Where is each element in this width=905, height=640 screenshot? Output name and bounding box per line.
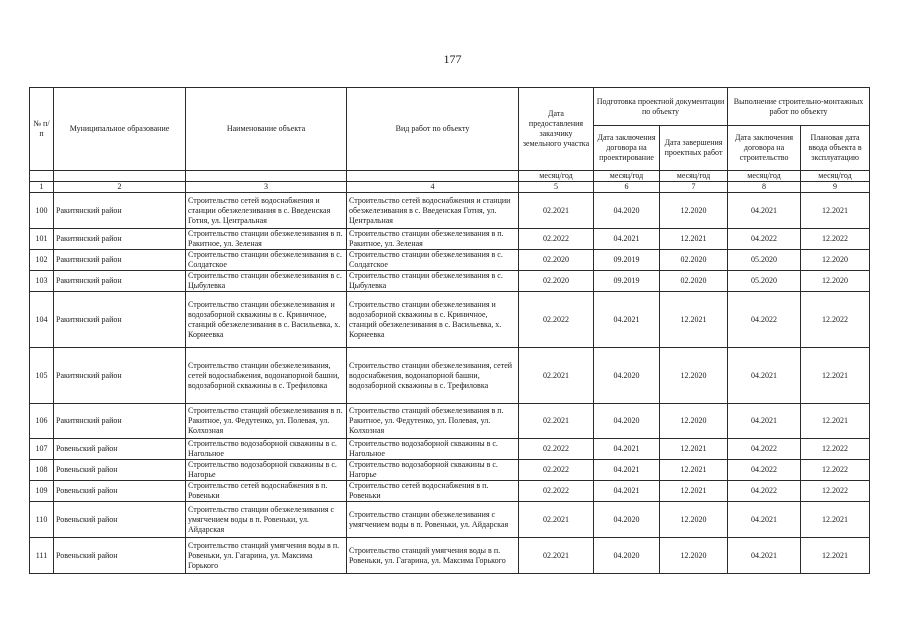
header-commissioning: Плановая дата ввода объекта в эксплуатацию [801, 126, 870, 171]
object-name-cell: Строительство сетей водоснабжения в п. Ровеньки [186, 481, 347, 502]
land-date-cell: 02.2021 [519, 348, 594, 404]
construction-contract-date-cell: 04.2021 [728, 193, 801, 229]
construction-contract-date-cell: 04.2021 [728, 502, 801, 538]
table-row [30, 502, 870, 538]
municipality-cell: Ракитянский район [54, 404, 186, 439]
column-number: 2 [54, 182, 186, 193]
page-number: 177 [443, 52, 462, 66]
header-work: Вид работ по объекту [347, 88, 519, 171]
column-number: 9 [801, 182, 870, 193]
land-date-cell: 02.2021 [519, 404, 594, 439]
unit-label: месяц/год [728, 171, 801, 182]
object-name-cell: Строительство станций обезжелезивания в п. Ракитное, ул. Федутенко, ул. Полевая, ул. Колхозная [186, 404, 347, 439]
design-complete-date-cell: 12.2020 [660, 348, 728, 404]
municipality-cell: Ровеньский район [54, 439, 186, 460]
table-row [30, 250, 870, 271]
object-name-cell: Строительство сетей водоснабжения и станции обезжелезивания в с. Введенская Готня, ул. Центральная [186, 193, 347, 229]
commissioning-date-cell: 12.2022 [801, 439, 870, 460]
construction-contract-date-cell: 05.2020 [728, 250, 801, 271]
commissioning-date-cell: 12.2021 [801, 502, 870, 538]
design-contract-date-cell: 04.2020 [594, 193, 660, 229]
construction-contract-date-cell: 04.2022 [728, 229, 801, 250]
land-date-cell: 02.2021 [519, 193, 594, 229]
header-design-group: Подготовка проектной документации по объекту [594, 88, 728, 126]
row-num: 103 [30, 271, 54, 292]
design-complete-date-cell: 02.2020 [660, 250, 728, 271]
work-type-cell: Строительство водозаборной скважины в с. Нагольное [347, 439, 519, 460]
work-type-cell: Строительство станции обезжелезивания и водозаборной скважины в с. Криничное, станций обезжелезивания в с. Васильевка, х. Корнеевка [347, 292, 519, 348]
municipality-cell: Ракитянский район [54, 229, 186, 250]
construction-contract-date-cell: 04.2021 [728, 404, 801, 439]
design-contract-date-cell: 04.2020 [594, 538, 660, 574]
table-row [30, 292, 870, 348]
municipality-cell: Ровеньский район [54, 460, 186, 481]
design-complete-date-cell: 12.2020 [660, 538, 728, 574]
column-number-row [30, 182, 870, 193]
commissioning-date-cell: 12.2020 [801, 271, 870, 292]
table-row [30, 229, 870, 250]
land-date-cell: 02.2022 [519, 481, 594, 502]
design-contract-date-cell: 04.2021 [594, 460, 660, 481]
row-num: 109 [30, 481, 54, 502]
design-complete-date-cell: 12.2021 [660, 292, 728, 348]
design-contract-date-cell: 04.2020 [594, 502, 660, 538]
land-date-cell: 02.2022 [519, 439, 594, 460]
work-type-cell: Строительство станции обезжелезивания в с. Цыбулевка [347, 271, 519, 292]
row-num: 106 [30, 404, 54, 439]
design-contract-date-cell: 04.2020 [594, 348, 660, 404]
unit-label: месяц/год [594, 171, 660, 182]
municipality-cell: Ровеньский район [54, 502, 186, 538]
header-num: № п/п [30, 88, 54, 171]
work-type-cell: Строительство водозаборной скважины в с. Нагорье [347, 460, 519, 481]
construction-contract-date-cell: 04.2021 [728, 538, 801, 574]
column-number: 5 [519, 182, 594, 193]
object-name-cell: Строительство станции обезжелезивания и водозаборной скважины в с. Криничное, станций обезжелезивания в с. Васильевка, х. Корнеевка [186, 292, 347, 348]
table-row [30, 348, 870, 404]
object-name-cell: Строительство станции обезжелезивания в с. Цыбулевка [186, 271, 347, 292]
land-date-cell: 02.2021 [519, 538, 594, 574]
land-date-cell: 02.2022 [519, 460, 594, 481]
design-complete-date-cell: 12.2021 [660, 460, 728, 481]
column-number: 3 [186, 182, 347, 193]
work-type-cell: Строительство станций обезжелезивания в п. Ракитное, ул. Федутенко, ул. Полевая, ул. Колхозная [347, 404, 519, 439]
design-contract-date-cell: 09.2019 [594, 271, 660, 292]
commissioning-date-cell: 12.2022 [801, 292, 870, 348]
design-complete-date-cell: 12.2020 [660, 193, 728, 229]
work-type-cell: Строительство станции обезжелезивания в п. Ракитное, ул. Зеленая [347, 229, 519, 250]
table-row [30, 193, 870, 229]
design-complete-date-cell: 02.2020 [660, 271, 728, 292]
design-contract-date-cell: 09.2019 [594, 250, 660, 271]
commissioning-date-cell: 12.2021 [801, 404, 870, 439]
design-contract-date-cell: 04.2021 [594, 439, 660, 460]
object-name-cell: Строительство станции обезжелезивания с умягчением воды в п. Ровеньки, ул. Айдарская [186, 502, 347, 538]
investment-table [29, 87, 870, 574]
design-contract-date-cell: 04.2021 [594, 229, 660, 250]
row-num: 105 [30, 348, 54, 404]
row-num: 110 [30, 502, 54, 538]
row-num: 107 [30, 439, 54, 460]
design-complete-date-cell: 12.2021 [660, 439, 728, 460]
work-type-cell: Строительство сетей водоснабжения в п. Ровеньки [347, 481, 519, 502]
column-number: 8 [728, 182, 801, 193]
column-number: 4 [347, 182, 519, 193]
table-row [30, 538, 870, 574]
construction-contract-date-cell: 04.2022 [728, 481, 801, 502]
column-number: 1 [30, 182, 54, 193]
row-num: 111 [30, 538, 54, 574]
commissioning-date-cell: 12.2020 [801, 250, 870, 271]
unit-row [30, 171, 870, 182]
construction-contract-date-cell: 04.2022 [728, 292, 801, 348]
design-complete-date-cell: 12.2021 [660, 481, 728, 502]
commissioning-date-cell: 12.2021 [801, 348, 870, 404]
table-row [30, 404, 870, 439]
unit-label: месяц/год [519, 171, 594, 182]
design-complete-date-cell: 12.2020 [660, 502, 728, 538]
header-municipality: Муниципальное образование [54, 88, 186, 171]
municipality-cell: Ровеньский район [54, 481, 186, 502]
header-design-contract: Дата заключения договора на проектирование [594, 126, 660, 171]
commissioning-date-cell: 12.2021 [801, 193, 870, 229]
row-num: 101 [30, 229, 54, 250]
design-contract-date-cell: 04.2021 [594, 481, 660, 502]
construction-contract-date-cell: 04.2022 [728, 460, 801, 481]
design-contract-date-cell: 04.2021 [594, 292, 660, 348]
table-row [30, 439, 870, 460]
column-number: 6 [594, 182, 660, 193]
municipality-cell: Ракитянский район [54, 348, 186, 404]
work-type-cell: Строительство станций умягчения воды в п. Ровеньки, ул. Гагарина, ул. Максима Горького [347, 538, 519, 574]
table-row [30, 481, 870, 502]
header-construction-contract: Дата заключения договора на строительство [728, 126, 801, 171]
table-row [30, 271, 870, 292]
work-type-cell: Строительство сетей водоснабжения и станции обезжелезивания в с. Введенская Готня, ул. Центральная [347, 193, 519, 229]
row-num: 102 [30, 250, 54, 271]
commissioning-date-cell: 12.2022 [801, 460, 870, 481]
land-date-cell: 02.2022 [519, 229, 594, 250]
municipality-cell: Ракитянский район [54, 292, 186, 348]
column-number: 7 [660, 182, 728, 193]
row-num: 108 [30, 460, 54, 481]
object-name-cell: Строительство водозаборной скважины в с. Нагорье [186, 460, 347, 481]
header-object: Наименование объекта [186, 88, 347, 171]
table-row [30, 460, 870, 481]
unit-label: месяц/год [801, 171, 870, 182]
commissioning-date-cell: 12.2022 [801, 229, 870, 250]
construction-contract-date-cell: 04.2022 [728, 439, 801, 460]
object-name-cell: Строительство станции обезжелезивания, сетей водоснабжения, водонапорной башни, водозаборной скважины в с. Трефиловка [186, 348, 347, 404]
municipality-cell: Ракитянский район [54, 271, 186, 292]
municipality-cell: Ракитянский район [54, 250, 186, 271]
design-complete-date-cell: 12.2020 [660, 404, 728, 439]
commissioning-date-cell: 12.2021 [801, 538, 870, 574]
object-name-cell: Строительство водозаборной скважины в с. Нагольное [186, 439, 347, 460]
design-complete-date-cell: 12.2021 [660, 229, 728, 250]
row-num: 104 [30, 292, 54, 348]
commissioning-date-cell: 12.2022 [801, 481, 870, 502]
construction-contract-date-cell: 04.2021 [728, 348, 801, 404]
municipality-cell: Ровеньский район [54, 538, 186, 574]
work-type-cell: Строительство станции обезжелезивания с умягчением воды в п. Ровеньки, ул. Айдарская [347, 502, 519, 538]
land-date-cell: 02.2021 [519, 502, 594, 538]
work-type-cell: Строительство станции обезжелезивания, сетей водоснабжения, водонапорной башни, водозаборной скважины в с. Трефиловка [347, 348, 519, 404]
object-name-cell: Строительство станции обезжелезивания в п. Ракитное, ул. Зеленая [186, 229, 347, 250]
construction-contract-date-cell: 05.2020 [728, 271, 801, 292]
row-num: 100 [30, 193, 54, 229]
work-type-cell: Строительство станции обезжелезивания в с. Солдатское [347, 250, 519, 271]
land-date-cell: 02.2022 [519, 292, 594, 348]
header-construction-group: Выполнение строительно-монтажных работ по объекту [728, 88, 870, 126]
header-design-complete: Дата завершения проектных работ [660, 126, 728, 171]
object-name-cell: Строительство станций умягчения воды в п. Ровеньки, ул. Гагарина, ул. Максима Горького [186, 538, 347, 574]
municipality-cell: Ракитянский район [54, 193, 186, 229]
land-date-cell: 02.2020 [519, 250, 594, 271]
unit-label: месяц/год [660, 171, 728, 182]
design-contract-date-cell: 04.2020 [594, 404, 660, 439]
object-name-cell: Строительство станции обезжелезивания в с. Солдатское [186, 250, 347, 271]
land-date-cell: 02.2020 [519, 271, 594, 292]
header-land-date: Дата предоставления заказчику земельного участка [519, 88, 594, 171]
